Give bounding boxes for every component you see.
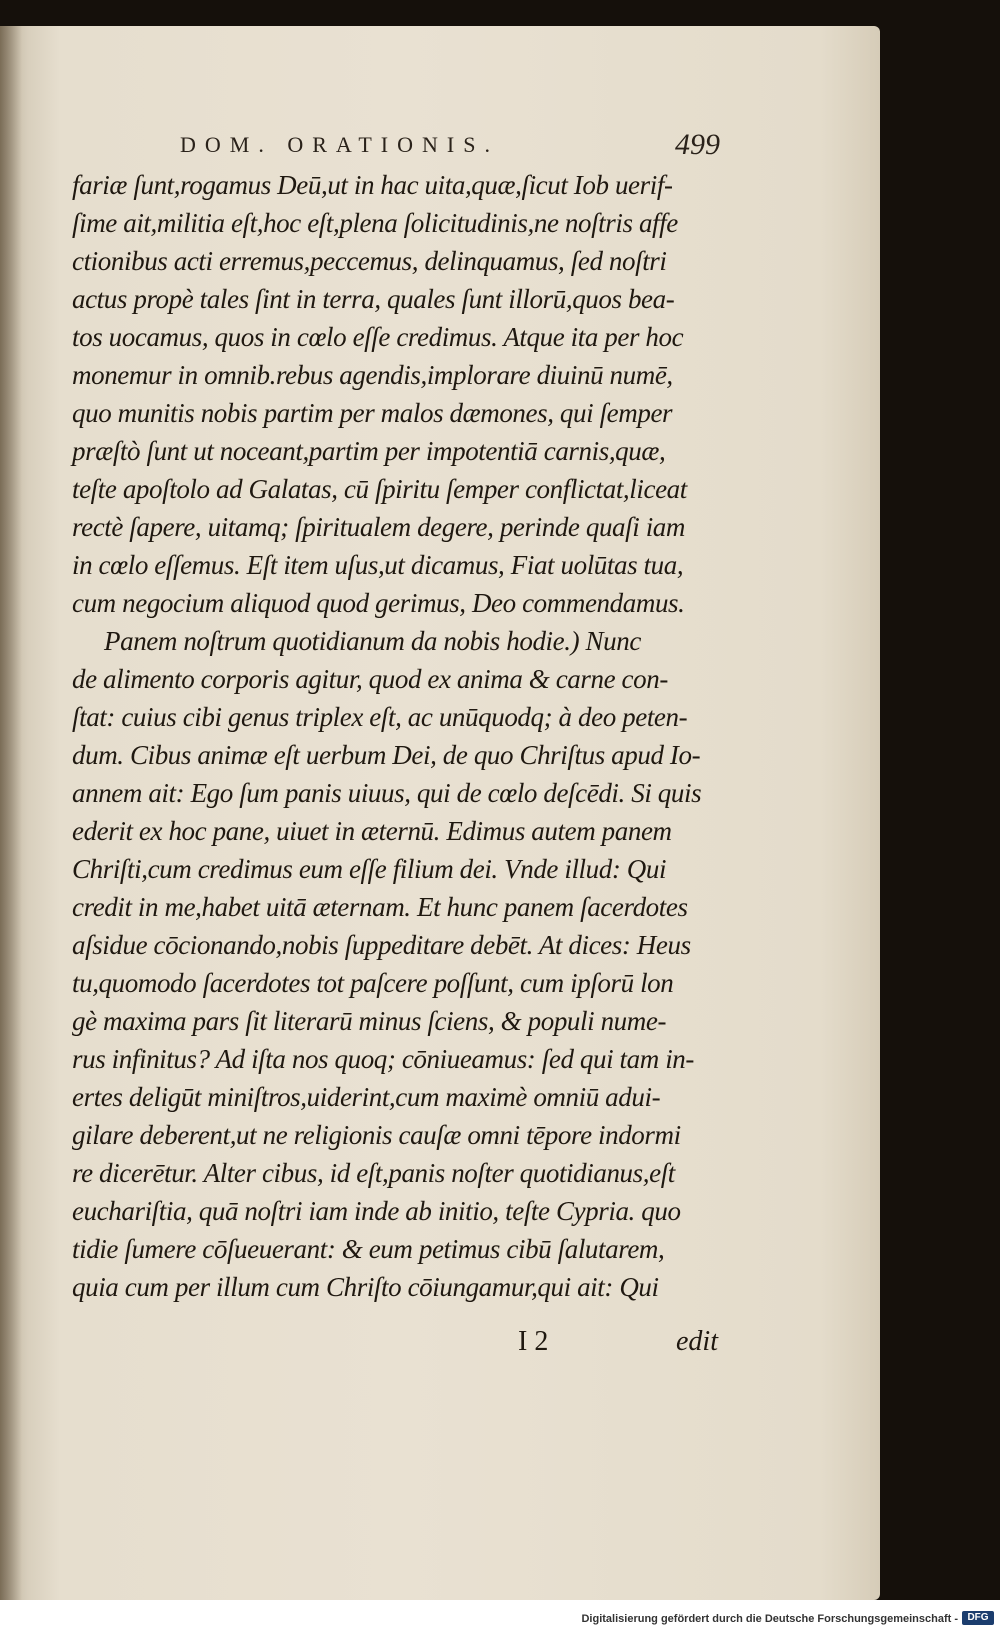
dfg-logo: DFG	[962, 1611, 994, 1625]
text-line: ederit ex hoc pane, uiuet in æternū. Edimus autem panem	[72, 816, 672, 846]
text-line: annem ait: Ego ſum panis uiuus, qui de cœlo deſcēdi. Si quis	[72, 778, 702, 808]
page-number: 499	[675, 128, 720, 161]
text-line: rectè ſapere, uitamq; ſpiritualem degere, perinde quaſi iam	[72, 512, 686, 542]
text-line: Chriſti,cum credimus eum eſſe filium dei. Vnde illud: Qui	[72, 854, 667, 884]
text-line: tidie ſumere cōſueuerant: & eum petimus cibū ſalutarem,	[72, 1234, 665, 1264]
text-line: de alimento corporis agitur, quod ex anima & carne con-	[72, 664, 668, 694]
page-header	[180, 128, 720, 168]
text-line: tos uocamus, quos in cœlo eſſe credimus. Atque ita per hoc	[72, 322, 684, 352]
text-line: ſtat: cuius cibi genus triplex eſt, ac unūquodq; à deo peten-	[72, 702, 688, 732]
text-line: actus propè tales ſint in terra, quales ſunt illorū,quos bea-	[72, 284, 675, 314]
text-line: tu,quomodo ſacerdotes tot paſcere poſſunt, cum ipſorū lon	[72, 968, 674, 998]
text-line: euchariſtia, quā noſtri iam inde ab initio, teſte Cypria. quo	[72, 1196, 681, 1226]
text-line: Panem noſtrum quotidianum da nobis hodie.) Nunc	[104, 626, 641, 656]
text-line: dum. Cibus animæ eſt uerbum Dei, de quo Chriſtus apud Io-	[72, 740, 701, 770]
signature-mark: I 2	[518, 1326, 549, 1357]
text-line: ſime ait,militia eſt,hoc eſt,plena ſolicitudinis,ne noſtris affe	[72, 208, 678, 238]
text-line: re dicerētur. Alter cibus, id eſt,panis noſter quotidianus,eſt	[72, 1158, 675, 1188]
text-line: gilare deberent,ut ne religionis cauſæ omni tēpore indormi	[72, 1120, 681, 1150]
signature-line	[518, 1326, 718, 1366]
text-line: fariæ ſunt,rogamus Deū,ut in hac uita,quæ,ſicut Iob uerif-	[72, 170, 673, 200]
footer-credit: Digitalisierung gefördert durch die Deutsche Forschungsgemeinschaft -	[581, 1613, 958, 1625]
footer-bar	[0, 1600, 1000, 1634]
text-line: credit in me,habet uitā æternam. Et hunc panem ſacerdotes	[72, 892, 688, 922]
text-line: cum negocium aliquod quod gerimus, Deo commendamus.	[72, 588, 685, 618]
body-text	[72, 166, 722, 1306]
text-line: aſsidue cōcionando,nobis ſuppeditare debēt. At dices: Heus	[72, 930, 691, 960]
text-line: præſtò ſunt ut noceant,partim per impotentiā carnis,quæ,	[72, 436, 666, 466]
text-line: rus infinitus? Ad iſta nos quoq; cōniueamus: ſed qui tam in-	[72, 1044, 694, 1074]
text-line: gè maxima pars ſit literarū minus ſciens, & populi nume-	[72, 1006, 667, 1036]
text-line: quia cum per illum cum Chriſto cōiungamur,qui ait: Qui	[72, 1272, 659, 1302]
text-line: teſte apoſtolo ad Galatas, cū ſpiritu ſemper conflictat,liceat	[72, 474, 687, 504]
text-line: in cœlo eſſemus. Eſt item uſus,ut dicamus, Fiat uolūtas tua,	[72, 550, 684, 580]
catchword: edit	[676, 1326, 718, 1357]
text-line: quo munitis nobis partim per malos dæmones, qui ſemper	[72, 398, 673, 428]
running-head: DOM. ORATIONIS.	[180, 132, 499, 157]
text-line: monemur in omnib.rebus agendis,implorare diuinū numē,	[72, 360, 673, 390]
text-line: ctionibus acti erremus,peccemus, delinquamus, ſed noſtri	[72, 246, 667, 276]
gutter-shadow	[0, 26, 22, 1600]
text-line: ertes deligūt miniſtros,uiderint,cum maximè omniū adui-	[72, 1082, 661, 1112]
